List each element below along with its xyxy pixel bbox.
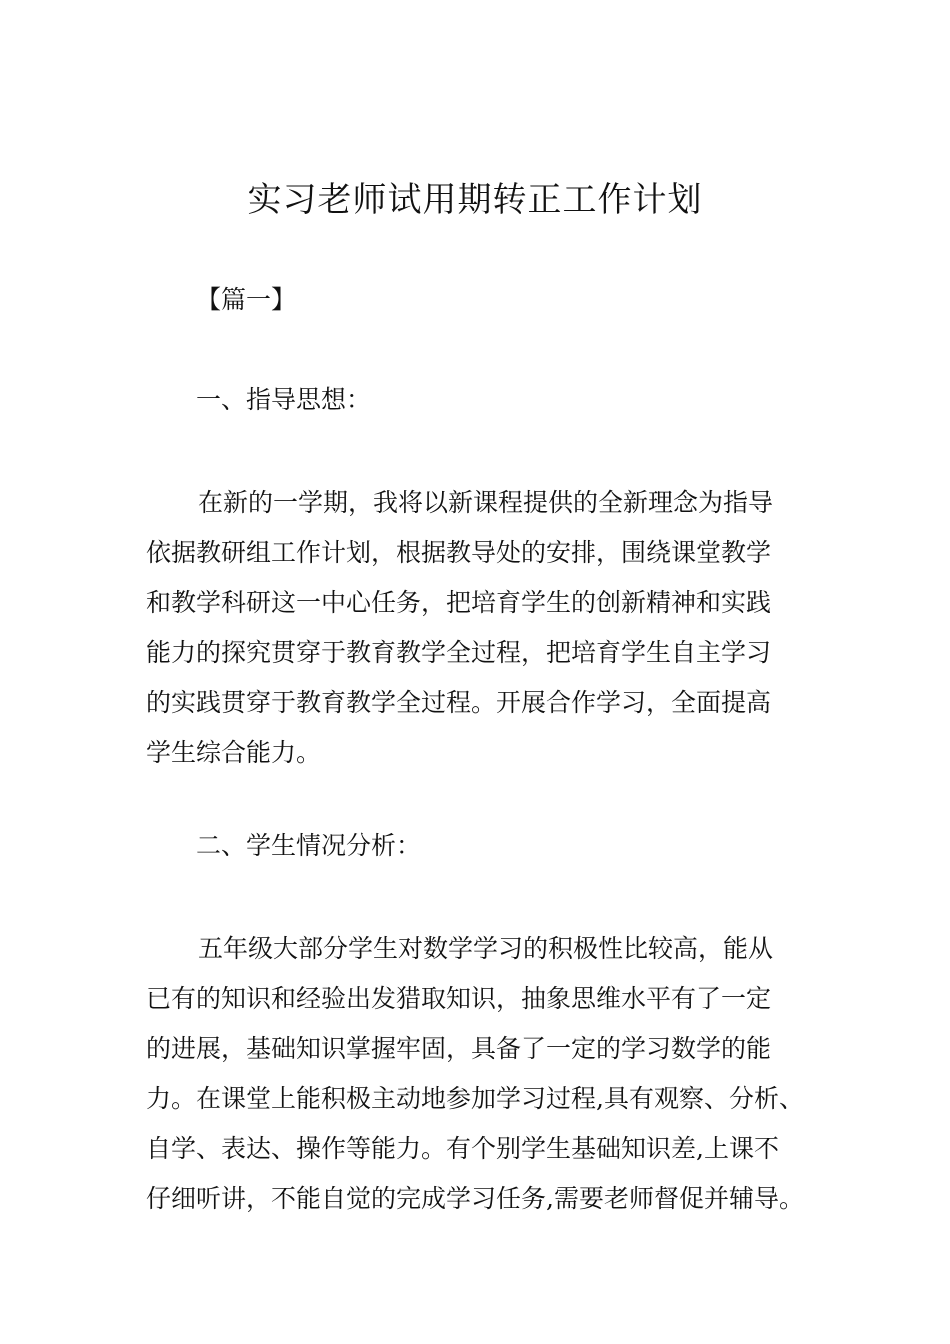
paragraph-line: 能力的探究贯穿于教育教学全过程，把培育学生自主学习 — [146, 638, 772, 667]
section-heading-1: 一、指导思想： — [196, 385, 372, 414]
paragraph-line: 五年级大部分学生对数学学习的积极性比较高，能从 — [198, 934, 774, 963]
section-heading-2: 二、学生情况分析： — [196, 831, 422, 860]
document-title: 实习老师试用期转正工作计划 — [247, 180, 703, 220]
paragraph-line: 学生综合能力。 — [146, 738, 322, 767]
paragraph-line: 在新的一学期，我将以新课程提供的全新理念为指导 — [198, 488, 774, 517]
paragraph-line: 力。在课堂上能积极主动地参加学习过程,具有观察、分析、 — [146, 1084, 804, 1113]
paragraph-1 — [146, 478, 814, 778]
paragraph-line: 仔细听讲，不能自觉的完成学习任务,需要老师督促并辅导。 — [146, 1184, 804, 1213]
paragraph-line: 已有的知识和经验出发猎取知识，抽象思维水平有了一定 — [146, 984, 772, 1013]
paragraph-line: 依据教研组工作计划，根据教导处的安排，围绕课堂教学 — [146, 538, 772, 567]
paragraph-line: 自学、表达、操作等能力。有个别学生基础知识差,上课不 — [146, 1134, 779, 1163]
paragraph-line: 的进展，基础知识掌握牢固，具备了一定的学习数学的能 — [146, 1034, 772, 1063]
paragraph-2 — [146, 924, 814, 1224]
section-tag: 【篇一】 — [196, 285, 297, 314]
paragraph-line: 的实践贯穿于教育教学全过程。开展合作学习，全面提高 — [146, 688, 772, 717]
paragraph-line: 和教学科研这一中心任务，把培育学生的创新精神和实践 — [146, 588, 772, 617]
